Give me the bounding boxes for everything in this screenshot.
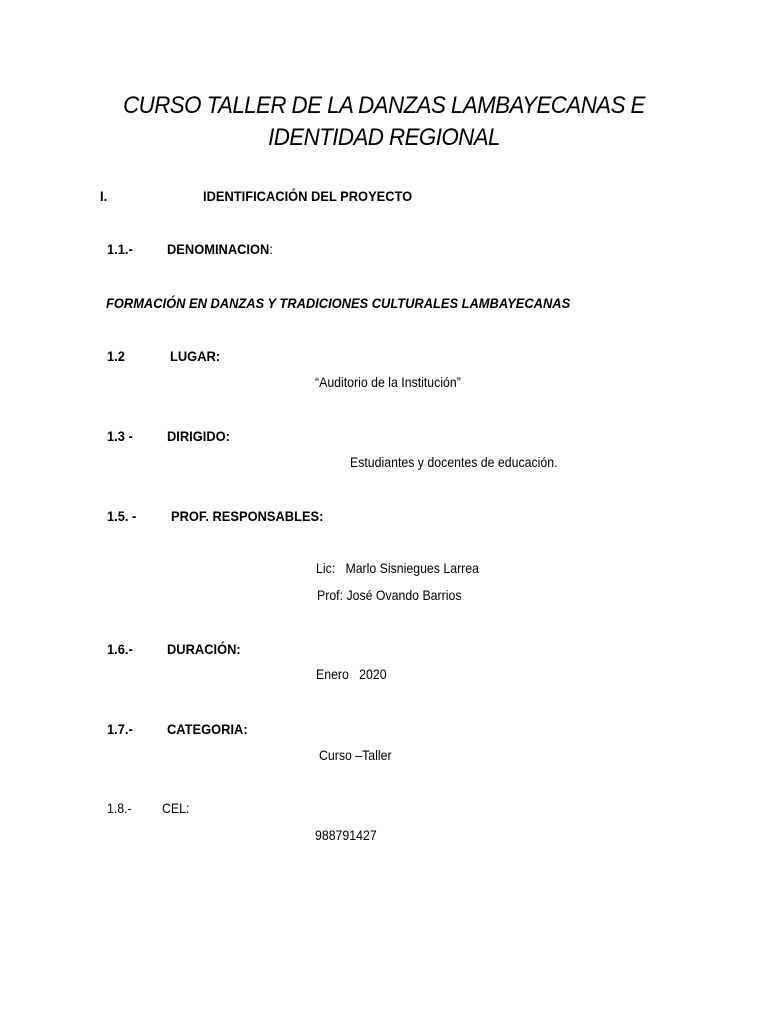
document-title-line-1: CURSO TALLER DE LA DANZAS LAMBAYECANAS E — [123, 92, 645, 119]
item-label-denominacion — [167, 241, 273, 257]
item-label-dirigido: DIRIGIDO: — [167, 428, 230, 444]
item-number-duracion: 1.6.- — [107, 641, 133, 657]
item-label-responsables: PROF. RESPONSABLES: — [171, 508, 324, 524]
cel-value: 988791427 — [315, 827, 377, 843]
dirigido-value: Estudiantes y docentes de educación. — [350, 454, 558, 470]
responsables-value-2: Prof: José Ovando Barrios — [317, 587, 462, 603]
item-number-dirigido: 1.3 - — [107, 428, 133, 444]
section-heading: IDENTIFICACIÓN DEL PROYECTO — [203, 188, 413, 204]
item-number-lugar: 1.2 — [107, 348, 125, 364]
item-label-categoria: CATEGORIA: — [167, 721, 248, 737]
responsables-value-1: Lic: Marlo Sisniegues Larrea — [316, 560, 479, 576]
item-label-lugar: LUGAR: — [170, 348, 221, 364]
document-title-line-2: IDENTIDAD REGIONAL — [268, 124, 500, 151]
categoria-value: Curso –Taller — [319, 747, 392, 763]
item-number-cel: 1.8.- — [107, 800, 132, 816]
lugar-value: “Auditorio de la Institución” — [315, 374, 461, 390]
denominacion-colon: : — [269, 241, 273, 257]
item-label-cel: CEL: — [162, 800, 190, 816]
denominacion-label-text: DENOMINACION — [167, 241, 270, 257]
section-number: I. — [100, 188, 108, 204]
item-label-duracion: DURACIÓN: — [167, 641, 241, 657]
duracion-value: Enero 2020 — [316, 666, 387, 682]
item-number-responsables: 1.5. - — [107, 508, 137, 524]
item-number-categoria: 1.7.- — [107, 721, 133, 737]
item-number-denominacion: 1.1.- — [107, 241, 133, 257]
denominacion-value: FORMACIÓN EN DANZAS Y TRADICIONES CULTURALES LAMBAYECANAS — [106, 295, 571, 311]
